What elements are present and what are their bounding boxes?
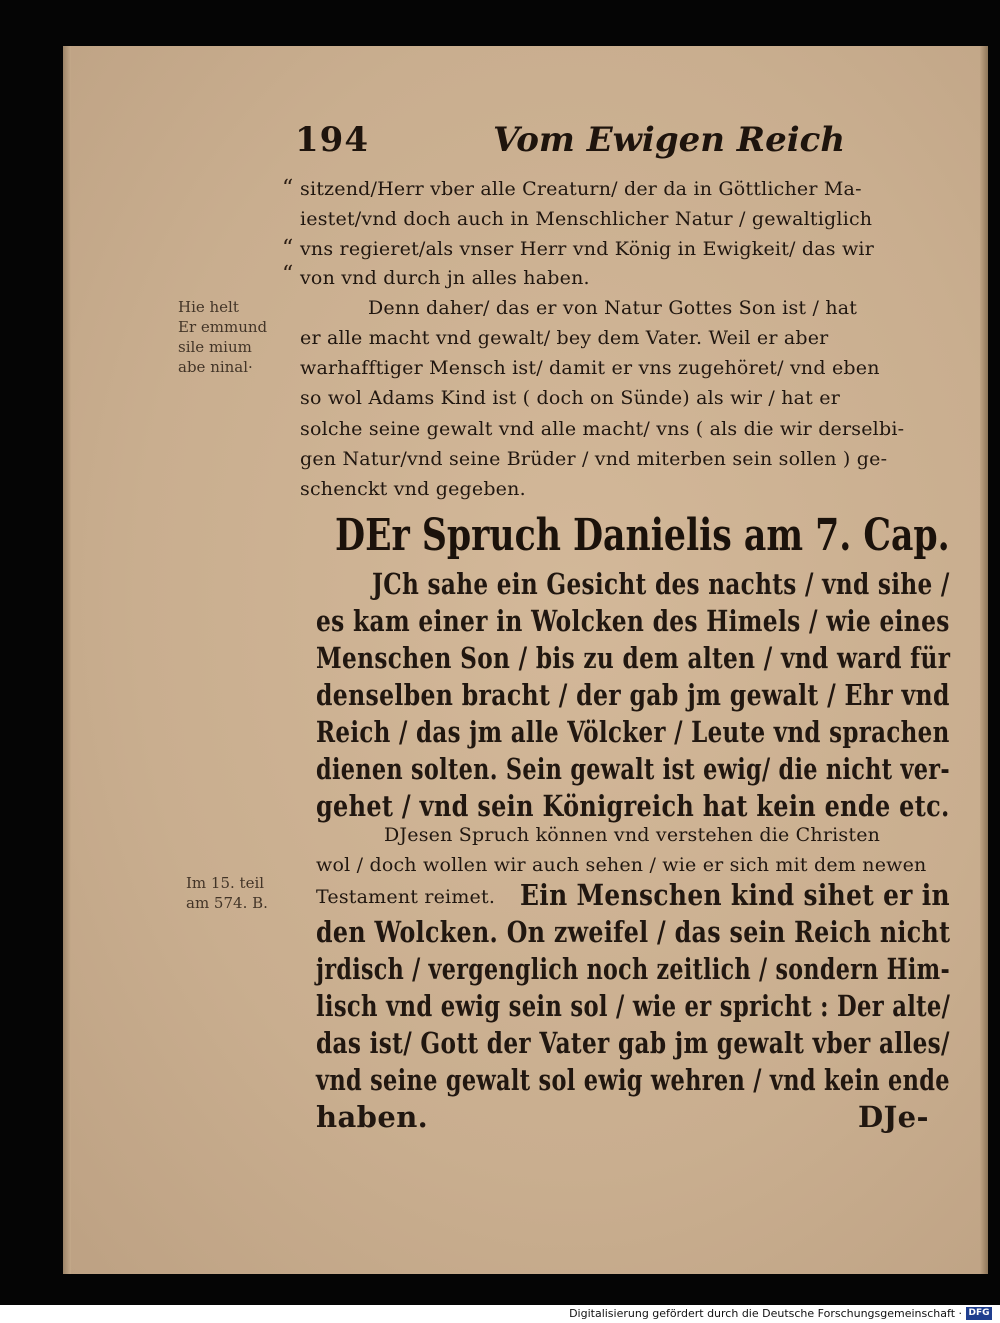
margin-note-line: Er emmund [178, 318, 268, 336]
text-line: iestet/vnd doch auch in Menschlicher Natur / gewaltiglich [300, 208, 873, 230]
text-line: Denn daher/ das er von Natur Gottes Son ist / hat [368, 297, 858, 319]
text-line: lisch vnd ewig sein sol / wie er spricht : Der alte/ [316, 989, 951, 1023]
text-line: von vnd durch jn alles haben. [300, 267, 590, 289]
running-title: Vom Ewigen Reich [493, 120, 846, 160]
quote-mark: “ [282, 262, 294, 287]
text-line: den Wolcken. On zweifel / das sein Reich nicht [316, 915, 951, 949]
text-line: DJesen Spruch können vnd verstehen die Christen [384, 824, 881, 846]
quotation-line: denselben bracht / der gab jm gewalt / Ehr vnd [316, 678, 950, 712]
quotation-line: Reich / das jm alle Völcker / Leute vnd sprachen [316, 715, 950, 749]
page-header [295, 120, 846, 170]
text-line: solche seine gewalt vnd alle macht/ vns ( als die wir derselbi- [300, 418, 905, 440]
text-line: sitzend/Herr vber alle Creaturn/ der da in Göttlicher Ma- [300, 178, 862, 200]
text-line: schenckt vnd gegeben. [300, 478, 526, 500]
margin-note-line: am 574. B. [186, 894, 268, 912]
quote-mark: “ [282, 176, 294, 201]
quote-mark: “ [282, 236, 294, 261]
catchword: DJe- [858, 1100, 929, 1134]
quotation-line: gehet / vnd sein Königreich hat kein ende etc. [316, 789, 950, 823]
text-line: Testament reimet. [316, 886, 496, 908]
text-line: vnd seine gewalt sol ewig wehren / vnd kein ende [316, 1063, 950, 1097]
text-line: vns regieret/als vnser Herr vnd König in Ewigkeit/ das wir [300, 238, 874, 260]
margin-note-line: abe ninal· [178, 358, 253, 376]
page-left-edge [63, 46, 71, 1274]
quotation-line: es kam einer in Wolcken des Himels / wie eines [316, 604, 950, 638]
margin-note-line: Im 15. teil [186, 874, 265, 892]
page-number: 194 [295, 120, 369, 160]
section-heading: DEr Spruch Danielis am 7. Cap. [335, 510, 950, 561]
quotation-line: Menschen Son / bis zu dem alten / vnd ward für [316, 641, 951, 675]
quotation-line: dienen solten. Sein gewalt ist ewig/ die nicht ver- [316, 752, 950, 786]
quotation-line: JCh sahe ein Gesicht des nachts / vnd sihe / [372, 567, 950, 601]
margin-note-line: Hie helt [178, 298, 239, 316]
digitization-credit: Digitalisierung gefördert durch die Deutsche Forschungsgemeinschaft · [569, 1307, 962, 1320]
text-line: er alle macht vnd gewalt/ bey dem Vater. Weil er aber [300, 327, 829, 349]
text-line: das ist/ Gott der Vater gab jm gewalt vber alles/ [316, 1026, 950, 1060]
page-right-edge [980, 46, 988, 1274]
text-line: wol / doch wollen wir auch sehen / wie er sich mit dem newen [316, 854, 927, 876]
margin-note-line: sile mium [178, 338, 252, 356]
text-line: warhafftiger Mensch ist/ damit er vns zugehöret/ vnd eben [300, 357, 880, 379]
text-line: so wol Adams Kind ist ( doch on Sünde) als wir / hat er [300, 387, 840, 409]
text-line: gen Natur/vnd seine Brüder / vnd miterben sein sollen ) ge- [300, 448, 888, 470]
emphasis-line: Ein Menschen kind sihet er in [520, 878, 950, 912]
text-line: jrdisch / vergenglich noch zeitlich / sondern Him- [316, 952, 951, 986]
text-line: haben. [316, 1100, 429, 1134]
dfg-logo-icon: DFG [966, 1307, 992, 1320]
